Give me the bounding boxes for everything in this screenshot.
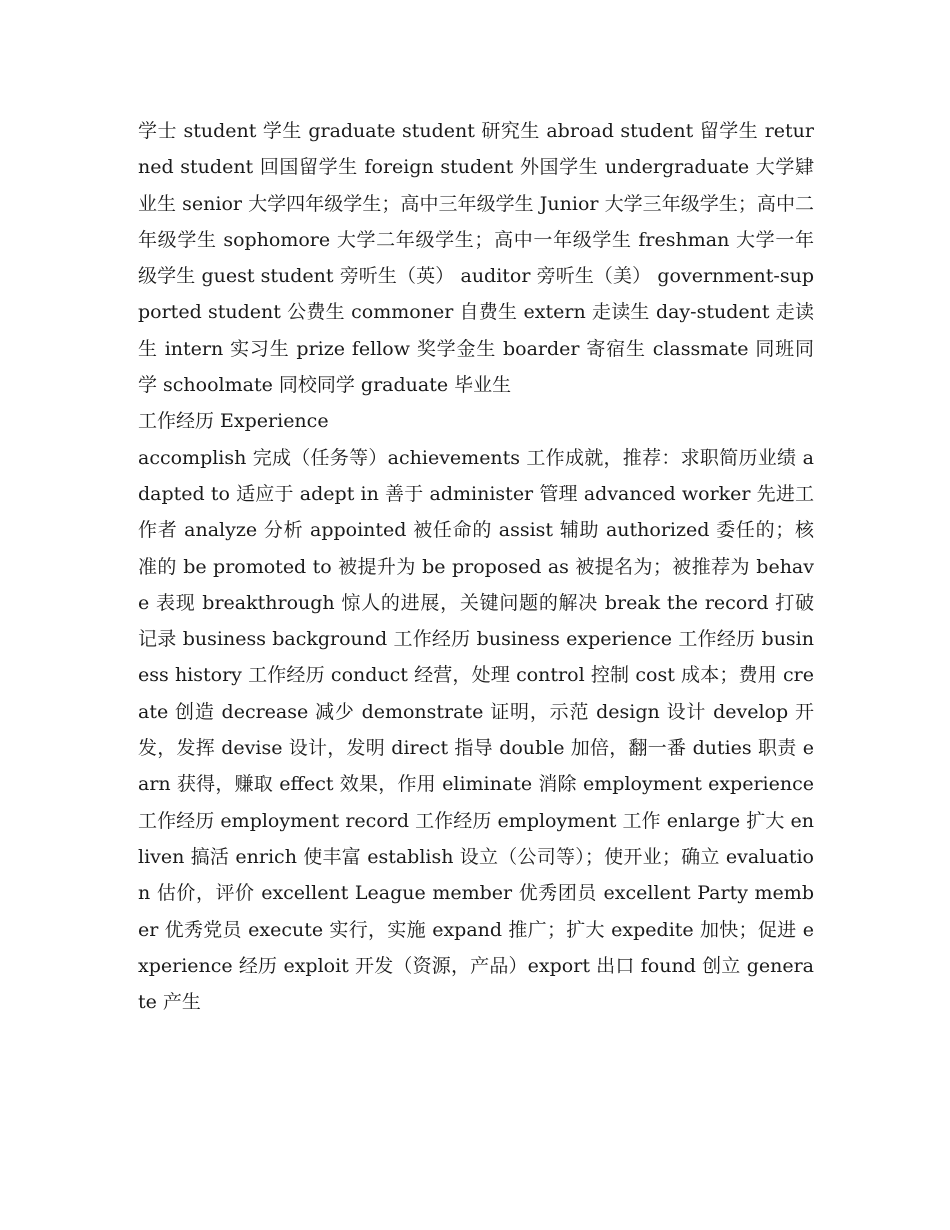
section-heading-experience: 工作经历 Experience: [138, 410, 329, 433]
document-page: [138, 113, 814, 1020]
experience-vocabulary-paragraph: accomplish 完成（任务等）achievements 工作成就，推荐：求职简历业绩 adapted to 适应于 adept in 善于 administer 管理 advanced worker 先进工作者 analyze 分析 appointed 被任命的 assist 辅助 authorized 委任的；核准的 be promoted to 被提升为 be proposed as 被提名为；被推荐为 behave 表现 breakthrough 惊人的进展，关键问题的解决 break the record 打破记录 business background 工作经历 business experience 工作经历 business history 工作经历 conduct 经营，处理 control 控制 cost 成本；费用 create 创造 decrease 减少 demonstrate 证明，示范 design 设计 develop 开发，发挥 devise 设计，发明 direct 指导 double 加倍，翻一番 duties 职责 earn 获得，赚取 effect 效果，作用 eliminate 消除 employment experience 工作经历 employment record 工作经历 employment 工作 enlarge 扩大 enliven 搞活 enrich 使丰富 establish 设立（公司等）；使开业；确立 evaluation 估价，评价 excellent League member 优秀团员 excellent Party member 优秀党员 execute 实行，实施 expand 推广；扩大 expedite 加快；促进 experience 经历 exploit 开发（资源，产品）export 出口 found 创立 generate 产生: [138, 446, 814, 1014]
student-types-paragraph: 学士 student 学生 graduate student 研究生 abroad student 留学生 returned student 回国留学生 foreign student 外国学生 undergraduate 大学肄业生 senior 大学四年级学生；高中三年级学生 Junior 大学三年级学生；高中二年级学生 sophomore 大学二年级学生；高中一年级学生 freshman 大学一年级学生 guest student 旁听生（英） auditor 旁听生（美） government-supported student 公费生 commoner 自费生 extern 走读生 day-student 走读生 intern 实习生 prize fellow 奖学金生 boarder 寄宿生 classmate 同班同学 schoolmate 同校同学 graduate 毕业生: [138, 120, 814, 397]
